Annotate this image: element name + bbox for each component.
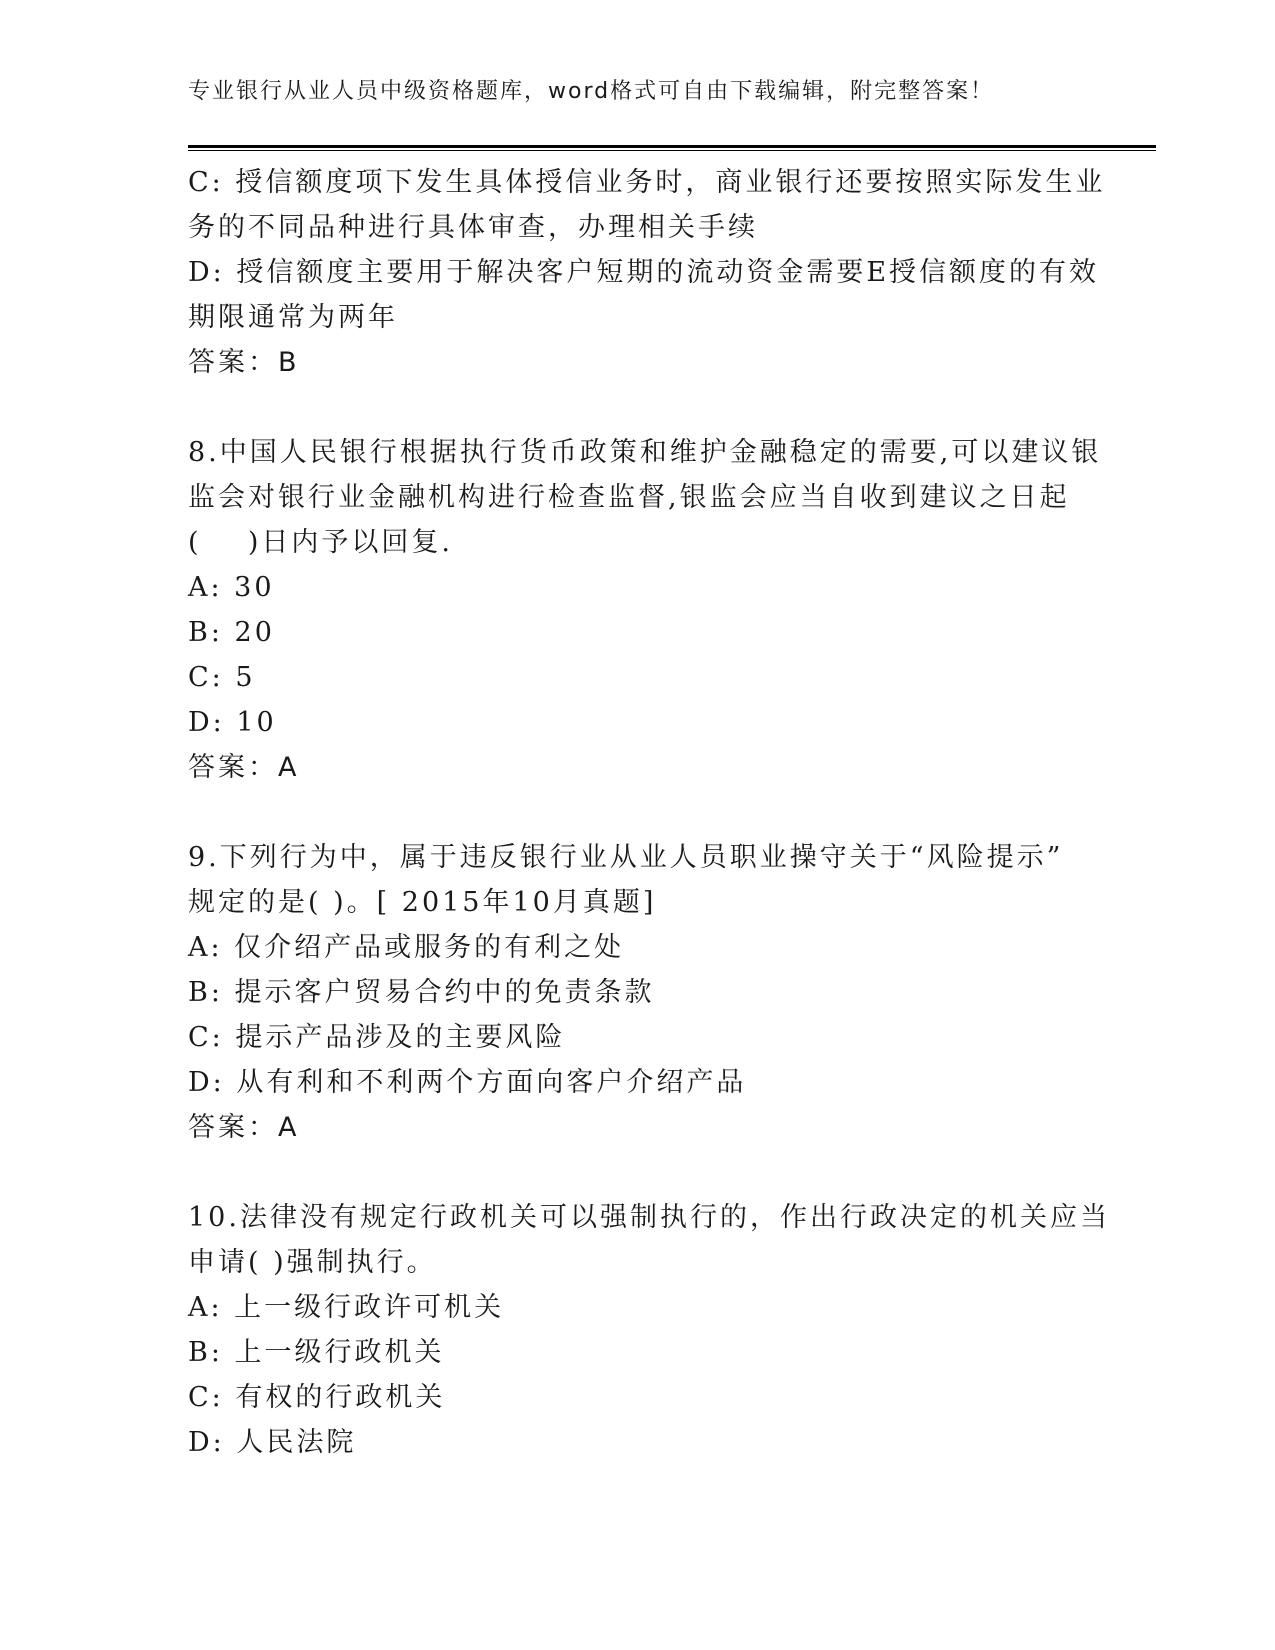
question-stem-line1: 8.中国人民银行根据执行货币政策和维护金融稳定的需要,可以建议银 xyxy=(188,437,1102,468)
question-stem-line1: 9.下列行为中，属于违反银行业从业人员职业操守关于“风险提示” xyxy=(188,842,1064,873)
option-b: B: 上一级行政机关 xyxy=(188,1337,445,1368)
header-rule-thin xyxy=(188,150,1156,151)
answer: 答案：A xyxy=(188,1112,300,1143)
previous-question-tail xyxy=(188,160,1106,385)
option-b: B: 20 xyxy=(188,617,275,648)
answer: 答案：B xyxy=(188,347,300,378)
option-c: C: 有权的行政机关 xyxy=(188,1382,446,1413)
option-c: C: 5 xyxy=(188,662,256,693)
question-10 xyxy=(188,1195,1110,1465)
option-a: A: 30 xyxy=(188,572,275,603)
option-c-line1: C: 授信额度项下发生具体授信业务时，商业银行还要按照实际发生业 xyxy=(188,167,1106,198)
question-stem-line2: 规定的是( )。[ 2015年10月真题] xyxy=(188,887,657,918)
question-stem-line2: 监会对银行业金融机构进行检查监督,银监会应当自收到建议之日起 xyxy=(188,482,1070,513)
option-a: A: 上一级行政许可机关 xyxy=(188,1292,505,1323)
option-d-line1: D: 授信额度主要用于解决客户短期的流动资金需要E授信额度的有效 xyxy=(188,257,1100,288)
option-d-line2: 期限通常为两年 xyxy=(188,302,398,333)
answer: 答案：A xyxy=(188,752,300,783)
header-rule xyxy=(188,145,1156,148)
option-d: D: 从有利和不利两个方面向客户介绍产品 xyxy=(188,1067,747,1098)
page-header: 专业银行从业人员中级资格题库，word格式可自由下载编辑，附完整答案！ xyxy=(188,79,995,104)
option-d: D: 人民法院 xyxy=(188,1427,357,1458)
spacer xyxy=(188,385,1088,430)
question-stem-line3: ( )日内予以回复. xyxy=(188,527,453,558)
option-c-line2: 务的不同品种进行具体审查，办理相关手续 xyxy=(188,212,758,243)
option-d: D: 10 xyxy=(188,707,277,738)
question-9 xyxy=(188,835,1088,1150)
option-b: B: 提示客户贸易合约中的免责条款 xyxy=(188,977,655,1008)
option-a: A: 仅介绍产品或服务的有利之处 xyxy=(188,932,625,963)
spacer xyxy=(188,790,1088,835)
spacer xyxy=(188,1150,1088,1195)
option-c: C: 提示产品涉及的主要风险 xyxy=(188,1022,566,1053)
question-stem-line2: 申请( )强制执行。 xyxy=(188,1247,437,1278)
question-stem-line1: 10.法律没有规定行政机关可以强制执行的，作出行政决定的机关应当 xyxy=(188,1202,1110,1233)
question-8 xyxy=(188,430,1102,790)
question-content xyxy=(188,160,1110,1465)
